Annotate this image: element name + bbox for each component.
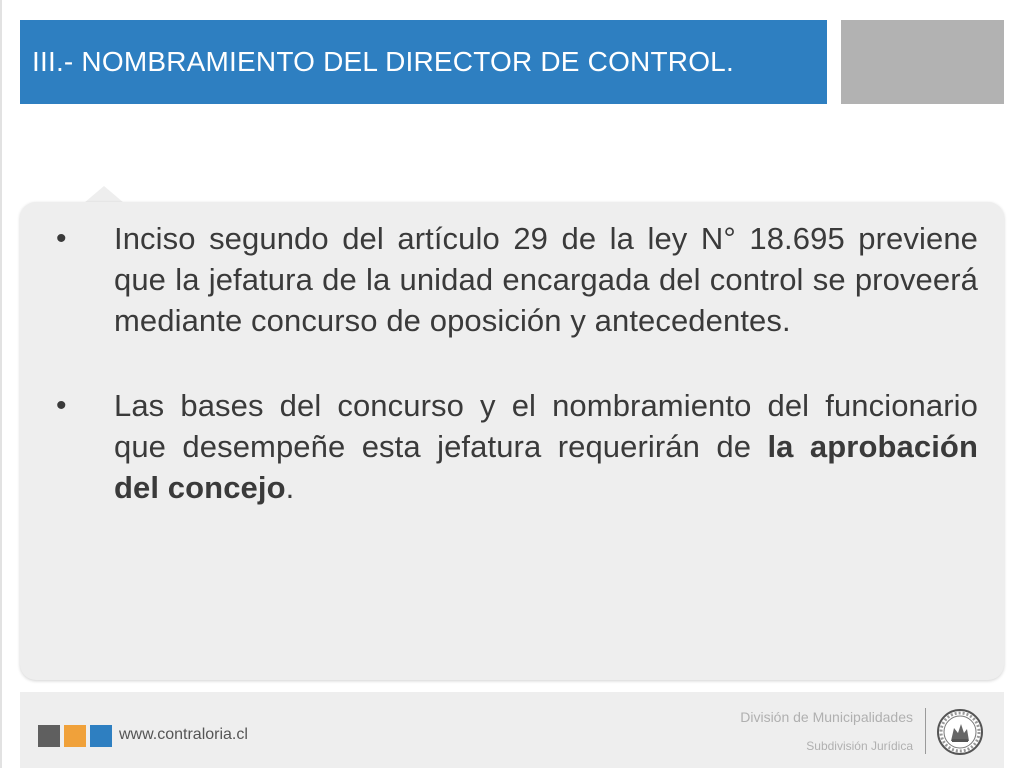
orange-square-icon [64, 725, 86, 747]
content-pointer [84, 186, 124, 203]
title-accent-block [841, 20, 1004, 104]
bullet-text [114, 385, 978, 508]
bullet-dot-icon: • [56, 389, 67, 422]
blue-square-icon [90, 725, 112, 747]
website-link[interactable]: www.contraloria.cl [119, 726, 248, 743]
footer-divider [925, 708, 926, 754]
slide-title-bar [20, 20, 827, 104]
division-label: División de Municipalidades [740, 709, 913, 725]
bullet-dot-icon: • [56, 222, 67, 255]
bullet-text [114, 218, 978, 341]
bullet-text-content: Las bases del concurso y el nombramiento del funcionario que desempeñe esta jefatura requerirán de [114, 388, 978, 464]
bullet-item [56, 218, 978, 341]
gray-square-icon [38, 725, 60, 747]
contraloria-seal-icon [936, 708, 984, 756]
subdivision-label: Subdivisión Jurídica [806, 739, 913, 753]
bullet-suffix: . [285, 470, 295, 505]
bullet-text-content: Inciso segundo del artículo 29 de la ley N° 18.695 previene que la jefatura de la unidad encargada del control se proveerá mediante concurso de oposición y antecedentes. [114, 221, 978, 338]
bullet-bold-text: la aprobación del concejo [114, 429, 978, 505]
bullet-list [56, 218, 978, 552]
slide-title: III.- NOMBRAMIENTO DEL DIRECTOR DE CONTROL. [32, 46, 734, 77]
bullet-item [56, 385, 978, 508]
